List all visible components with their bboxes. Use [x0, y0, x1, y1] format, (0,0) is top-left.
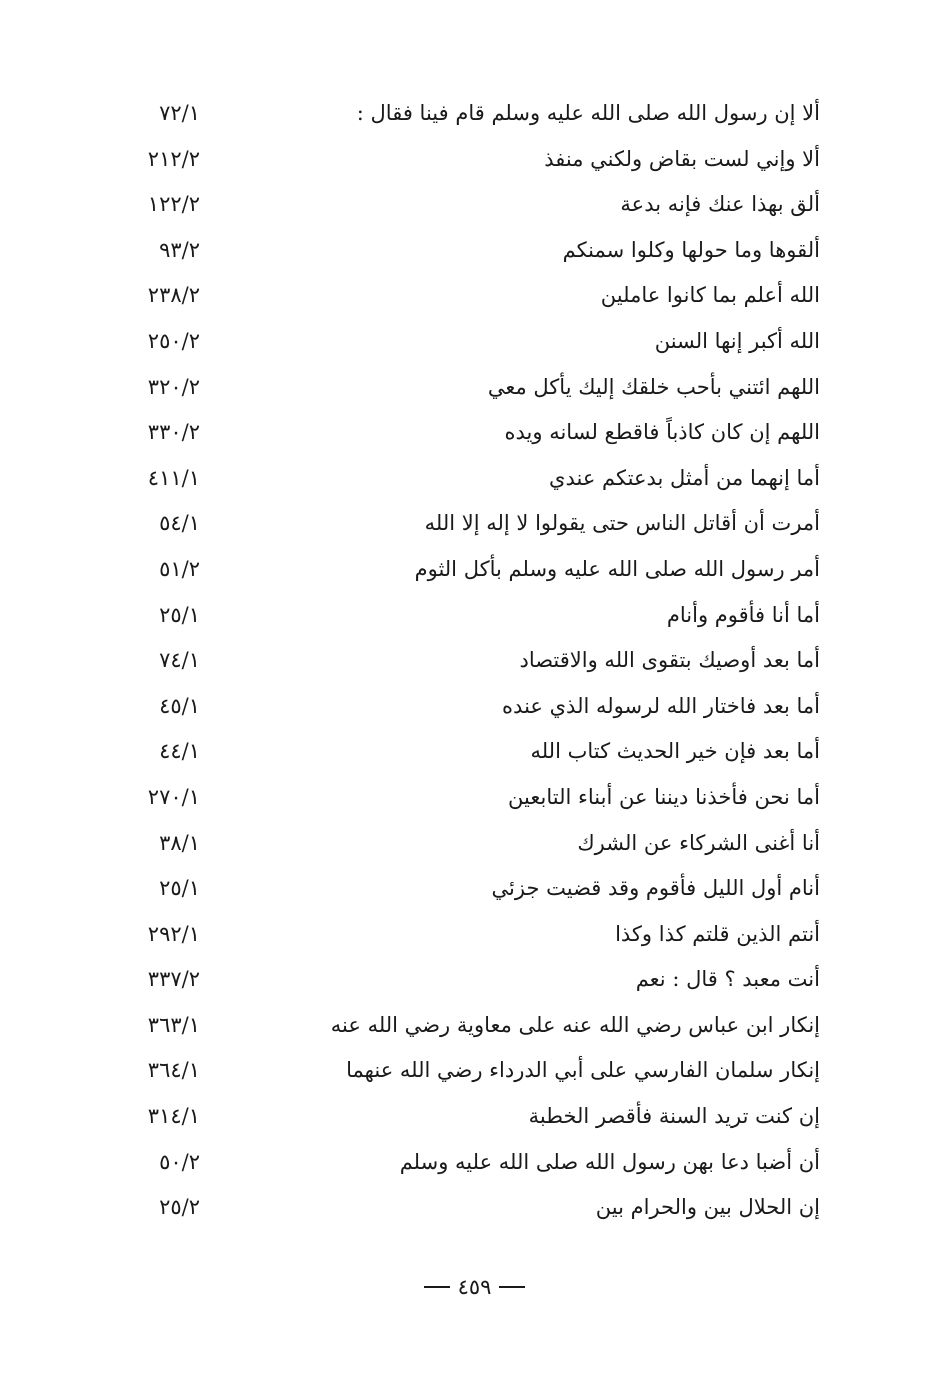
entry-reference: ٥١/٢	[159, 556, 200, 581]
entry-text: أن أضبا دعا بهن رسول الله صلى الله عليه وسلم	[399, 1149, 820, 1174]
entry-reference: ٢٥/١	[159, 876, 200, 901]
entry-reference: ٢٥٠/٢	[147, 328, 200, 353]
entry-text: الله أعلم بما كانوا عاملين	[600, 283, 820, 308]
entry-reference: ٥٠/٢	[159, 1149, 200, 1174]
index-entry	[120, 776, 820, 822]
index-entry	[120, 913, 820, 959]
entry-text: الله أكبر إنها السنن	[654, 328, 820, 353]
footer-dash-left	[424, 1286, 450, 1288]
entry-text: ألقوها وما حولها وكلوا سمنكم	[562, 237, 820, 262]
entry-text: أنا أغنى الشركاء عن الشرك	[577, 830, 820, 855]
entry-reference: ٣٨/١	[159, 830, 200, 855]
entry-reference: ٧٢/١	[159, 101, 200, 125]
entry-text: إنكار سلمان الفارسي على أبي الدرداء رضي الله عنهما	[346, 1058, 820, 1083]
entry-text: أنتم الذين قلتم كذا وكذا	[615, 921, 820, 946]
index-entry	[120, 457, 820, 503]
entry-reference: ٧٤/١	[159, 648, 200, 673]
index-entry	[120, 730, 820, 776]
entry-text: إن كنت تريد السنة فأقصر الخطبة	[528, 1104, 820, 1129]
entry-text: أما إنهما من أمثل بدعتكم عندي	[549, 465, 820, 490]
index-entry	[120, 92, 820, 138]
entry-text: اللهم ائتني بأحب خلقك إليك يأكل معي	[487, 374, 820, 399]
hadith-index-list	[120, 92, 820, 1232]
entry-text: أمر رسول الله صلى الله عليه وسلم بأكل الثوم	[414, 556, 820, 581]
page-footer	[0, 1270, 949, 1302]
entry-text: إنكار ابن عباس رضي الله عنه على معاوية رضي الله عنه	[330, 1012, 820, 1037]
index-entry	[120, 639, 820, 685]
entry-text: أنام أول الليل فأقوم وقد قضيت جزئي	[491, 876, 820, 901]
entry-text: أما بعد فإن خير الحديث كتاب الله	[530, 739, 820, 764]
entry-reference: ٣٣٠/٢	[147, 420, 200, 445]
entry-reference: ٣١٤/١	[147, 1104, 200, 1129]
index-entry	[120, 138, 820, 184]
index-entry	[120, 1049, 820, 1095]
index-entry	[120, 958, 820, 1004]
entry-reference: ٣٢٠/٢	[147, 374, 200, 399]
index-entry	[120, 548, 820, 594]
index-entry	[120, 822, 820, 868]
entry-text: اللهم إن كان كاذباً فاقطع لسانه ويده	[504, 420, 820, 445]
index-entry	[120, 867, 820, 913]
index-entry	[120, 183, 820, 229]
entry-reference: ٣٦٤/١	[147, 1058, 200, 1083]
index-entry	[120, 594, 820, 640]
index-entry	[120, 229, 820, 275]
entry-reference: ١٢٢/٢	[147, 192, 200, 217]
index-entry	[120, 1186, 820, 1232]
entry-reference: ٢١٢/٢	[147, 146, 200, 171]
entry-text: أما بعد أوصيك بتقوى الله والاقتصاد	[519, 648, 820, 673]
index-entry	[120, 1141, 820, 1187]
entry-reference: ٥٤/١	[159, 511, 200, 536]
entry-text: أما بعد فاختار الله لرسوله الذي عنده	[502, 693, 820, 718]
index-entry	[120, 320, 820, 366]
entry-text: أمرت أن أقاتل الناس حتى يقولوا لا إله إلا الله	[424, 511, 820, 536]
index-entry	[120, 1095, 820, 1141]
entry-text: أما أنا فأقوم وأنام	[666, 602, 820, 627]
index-entry	[120, 1004, 820, 1050]
entry-text: ألا إن رسول الله صلى الله عليه وسلم قام فينا فقال :	[356, 101, 820, 125]
entry-reference: ٢٥/١	[159, 602, 200, 627]
entry-reference: ٣٣٧/٢	[147, 967, 200, 992]
entry-reference: ٤٥/١	[159, 693, 200, 718]
entry-reference: ٩٣/٢	[159, 237, 200, 262]
entry-text: أنت معبد ؟ قال : نعم	[635, 967, 820, 992]
index-entry	[120, 411, 820, 457]
entry-reference: ٣٦٣/١	[147, 1012, 200, 1037]
page-number: ٤٥٩	[457, 1274, 492, 1299]
entry-reference: ٤٤/١	[159, 739, 200, 764]
entry-reference: ٢٩٢/١	[147, 921, 200, 946]
entry-text: ألق بهذا عنك فإنه بدعة	[620, 192, 820, 217]
entry-reference: ٢٧٠/١	[147, 784, 200, 809]
entry-reference: ٢٥/٢	[159, 1195, 200, 1220]
index-entry	[120, 502, 820, 548]
index-entry	[120, 274, 820, 320]
entry-text: أما نحن فأخذنا ديننا عن أبناء التابعين	[508, 784, 820, 809]
footer-dash-right	[499, 1286, 525, 1288]
entry-reference: ٢٣٨/٢	[147, 283, 200, 308]
entry-text: إن الحلال بين والحرام بين	[595, 1195, 820, 1220]
entry-text: ألا وإني لست بقاض ولكني منفذ	[544, 146, 820, 171]
index-entry	[120, 685, 820, 731]
entry-reference: ٤١١/١	[147, 465, 200, 490]
index-entry	[120, 366, 820, 412]
